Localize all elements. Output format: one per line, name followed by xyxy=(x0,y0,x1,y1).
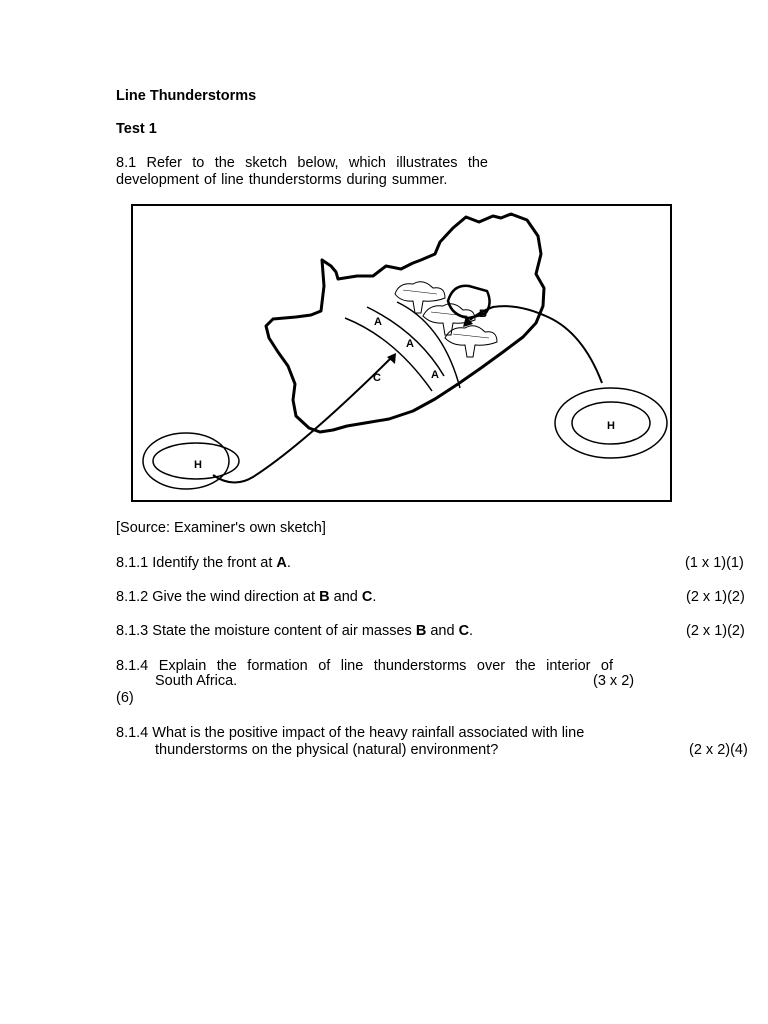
label-h-east: H xyxy=(607,420,615,432)
marks-8-1-2: (2 x 1)(2) xyxy=(686,589,745,605)
document-title: Line Thunderstorms xyxy=(116,88,257,104)
marks-8-1-3: (2 x 1)(2) xyxy=(686,623,745,639)
marks-8-1-4-inline: (3 x 2) xyxy=(593,673,635,689)
label-a-3: A xyxy=(431,369,439,381)
label-c: C xyxy=(373,372,381,384)
question-8-1-4-line-1: 8.1.4 Explain the formation of line thunderstorms over the interior of xyxy=(116,658,613,674)
test-label: Test 1 xyxy=(116,121,157,137)
label-a-1: A xyxy=(374,316,382,328)
front-line-1 xyxy=(345,318,432,391)
sketch-figure xyxy=(131,204,672,502)
label-a-2: A xyxy=(406,338,414,350)
south-africa-outline xyxy=(266,214,544,432)
question-8-1-4b-line-1: 8.1.4 What is the positive impact of the heavy rainfall associated with line xyxy=(116,725,585,741)
arrow-c-icon xyxy=(387,353,396,364)
intro-line-1: 8.1 Refer to the sketch below, which illustrates the xyxy=(116,155,488,171)
south-africa-sketch xyxy=(133,206,670,500)
label-h-west: H xyxy=(194,459,202,471)
marks-8-1-4b: (2 x 2)(4) xyxy=(689,742,748,758)
question-8-1-4-line-2: South Africa. xyxy=(155,673,238,689)
question-8-1-4b-line-2: thunderstorms on the physical (natural) environment? xyxy=(155,742,499,758)
label-b: B xyxy=(479,308,487,320)
question-8-1-3: 8.1.3 State the moisture content of air masses B and C. xyxy=(116,623,474,639)
intro-line-2: development of line thunderstorms during summer. xyxy=(116,172,448,188)
question-8-1-2: 8.1.2 Give the wind direction at B and C. xyxy=(116,589,377,605)
question-8-1-1: 8.1.1 Identify the front at A. xyxy=(116,555,291,571)
marks-8-1-1: (1 x 1)(1) xyxy=(685,555,744,571)
source-caption: [Source: Examiner's own sketch] xyxy=(116,520,326,536)
west-high-outer-ellipse xyxy=(143,433,229,489)
marks-8-1-4-total: (6) xyxy=(116,690,134,706)
